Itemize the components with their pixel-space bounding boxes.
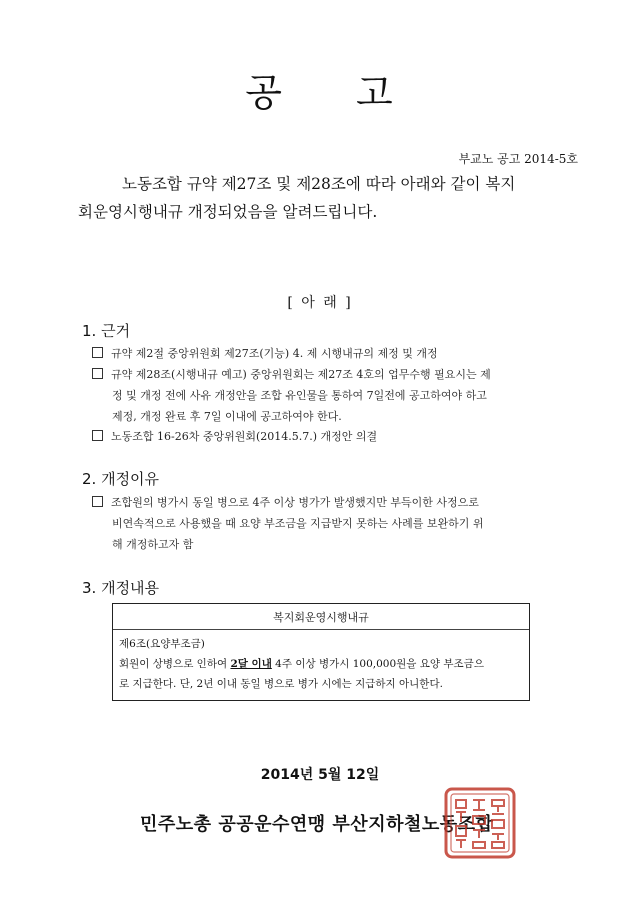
article-title: 제6조(요양부조금) [119, 638, 205, 650]
title-char-1: 공 [245, 71, 284, 115]
section-2-item-cont-1: 비연속적으로 사용했을 때 요양 부조금을 지급받지 못하는 사례를 보완하기 위 [112, 517, 484, 530]
article-line-1 [119, 654, 521, 674]
checkbox-icon [92, 496, 103, 507]
notice-label: [ 아 래 ] [287, 295, 353, 311]
checkbox-icon [92, 368, 103, 379]
title-char-2: 고 [356, 71, 395, 115]
union-seal-stamp [443, 786, 517, 860]
article-line-1-pre: 회원이 상병으로 인하여 [119, 658, 231, 670]
section-1-heading: 1. 근거 [82, 322, 131, 340]
section-1-item-2-text: 규약 제28조(시행내규 예고) 중앙위원회는 제27조 4호의 업무수행 필요시는 제 [111, 368, 491, 381]
article-line-1-post: 4주 이상 병가시 100,000원을 요양 부조금으 [271, 658, 484, 670]
organization-name: 민주노총 공공운수연맹 부산지하철노동조합 [140, 814, 494, 835]
section-3-heading: 3. 개정내용 [82, 579, 160, 597]
section-2-item-cont-2: 해 개정하고자 함 [112, 538, 194, 551]
intro-paragraph [78, 170, 578, 226]
article-line-2: 로 지급한다. 단, 2년 이내 동일 병으로 병가 시에는 지급하지 아니한다. [119, 678, 443, 690]
section-1-item-2 [92, 364, 572, 427]
section-1-item-1-text: 규약 제2절 중앙위원회 제27조(기능) 4. 제 시행내규의 제정 및 개정 [111, 347, 438, 360]
document-title [0, 62, 640, 117]
intro-line-2: 회운영시행내규 개정되었음을 알려드립니다. [78, 203, 378, 221]
section-1-item-3-text: 노동조합 16-26차 중앙위원회(2014.5.7.) 개정안 의결 [111, 430, 378, 443]
section-1-item-3 [92, 426, 572, 447]
document-number: 부교노 공고 2014-5호 [458, 152, 578, 166]
section-2-item [92, 492, 572, 555]
amendment-table [112, 603, 530, 701]
amendment-table-body [113, 630, 529, 700]
document-date: 2014년 5월 12일 [260, 767, 380, 783]
section-1-item-2-cont-1: 정 및 개정 전에 사유 개정안을 조합 유인물을 통하여 7일전에 공고하여야 하고 [112, 389, 487, 402]
amendment-table-header: 복지회운영시행내규 [113, 604, 529, 630]
section-1-item-1 [92, 343, 572, 364]
section-1-item-2-cont-2: 제정, 개정 완료 후 7일 이내에 공고하여야 한다. [112, 410, 342, 423]
checkbox-icon [92, 347, 103, 358]
section-2-heading: 2. 개정이유 [82, 470, 160, 488]
section-2-item-text: 조합원의 병가시 동일 병으로 4주 이상 병가가 발생했지만 부득이한 사정으로 [111, 496, 479, 509]
intro-line-1: 노동조합 규약 제27조 및 제28조에 따라 아래와 같이 복지 [122, 175, 516, 193]
checkbox-icon [92, 430, 103, 441]
article-line-1-emphasis: 2달 이내 [230, 658, 272, 670]
